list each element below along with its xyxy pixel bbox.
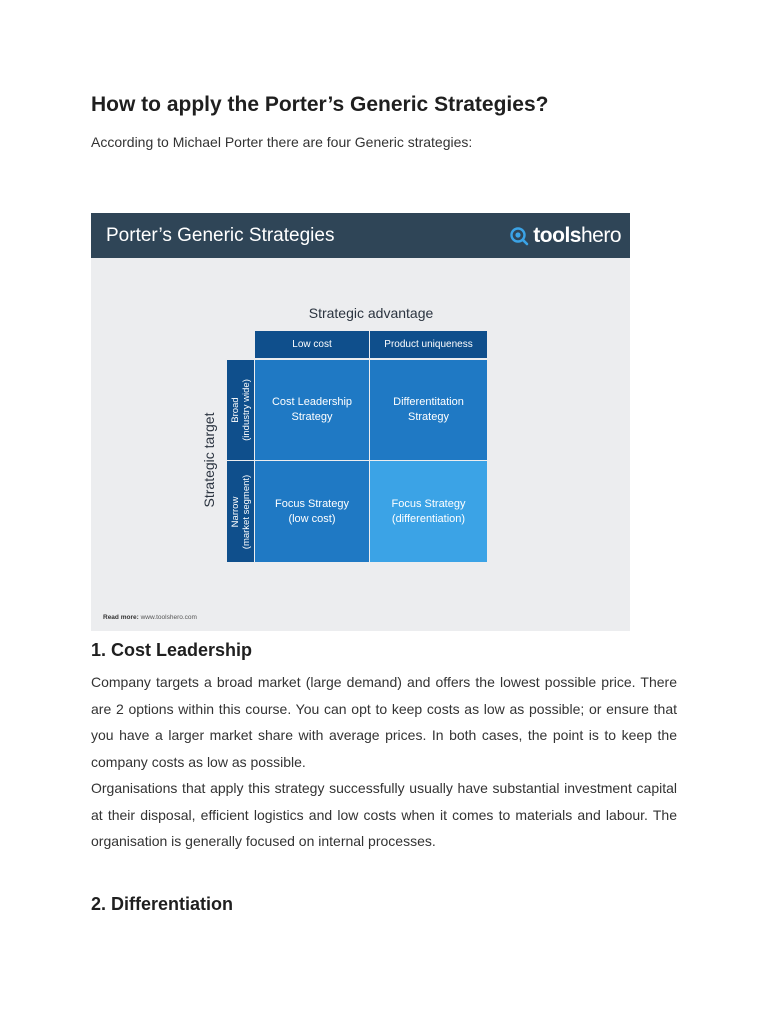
column-header-low-cost: Low cost: [255, 331, 369, 358]
figure-footer: [103, 614, 197, 621]
paragraph-cost-leadership-2: Organisations that apply this strategy successfully usually have substantial investment capital at their disposal, efficient logistics and low costs when it comes to materials and labour. The organisation is generally focused on internal processes.: [91, 780, 677, 849]
column-header-product-uniqueness: Product uniqueness: [370, 331, 487, 358]
axis-label-strategic-advantage: Strategic advantage: [308, 305, 434, 321]
figure-header: [91, 213, 630, 258]
row-header-narrow-line1: Narrow: [229, 496, 241, 527]
cell-text-line: Strategy: [291, 411, 333, 423]
row-header-narrow: [227, 461, 254, 562]
cell-text-line: Cost Leadership: [271, 396, 353, 408]
cell-differentiation: [370, 360, 487, 460]
row-header-broad-line2: (industry wide): [240, 379, 252, 441]
cell-focus-differentiation: [370, 461, 487, 562]
cell-text-line: Strategy: [408, 411, 449, 423]
cell-text-line: (low cost): [288, 512, 336, 525]
brand-text-light: hero: [580, 224, 621, 247]
figure-title: Porter’s Generic Strategies: [106, 225, 335, 246]
row-header-narrow-line2: (market segment): [240, 474, 252, 549]
axis-label-strategic-target: Strategic target: [201, 412, 217, 508]
cell-focus-low-cost: [255, 461, 369, 562]
intro-text: According to Michael Porter there are four Generic strategies:: [91, 134, 473, 150]
footer-label: Read more:: [103, 614, 139, 621]
cell-text-line: Differentitation: [393, 396, 464, 408]
brand-logo: [509, 223, 621, 249]
section-heading-cost-leadership: 1. Cost Leadership: [91, 640, 253, 660]
footer-url: www.toolshero.com: [140, 614, 197, 621]
brand-text-bold: tools: [533, 224, 581, 247]
page-title: How to apply the Porter’s Generic Strategies?: [91, 93, 549, 116]
porter-strategies-figure: [91, 213, 630, 631]
cell-text-line: (differentiation): [391, 512, 466, 525]
search-icon: [509, 226, 529, 246]
cell-text-line: Focus Strategy: [275, 497, 349, 510]
row-header-broad: [227, 360, 254, 460]
section-heading-differentiation: 2. Differentiation: [91, 894, 234, 914]
row-header-broad-line1: Broad: [229, 397, 241, 423]
paragraph-cost-leadership-1: Company targets a broad market (large demand) and offers the lowest possible price. There are 2 options within this course. You can opt to keep costs as low as possible; or ensure that you have a larger market share with average prices. In both cases, the point is to keep the company costs as low as possible.: [91, 674, 677, 770]
cell-text-line: Focus Strategy: [391, 497, 466, 510]
cell-cost-leadership: [255, 360, 369, 460]
